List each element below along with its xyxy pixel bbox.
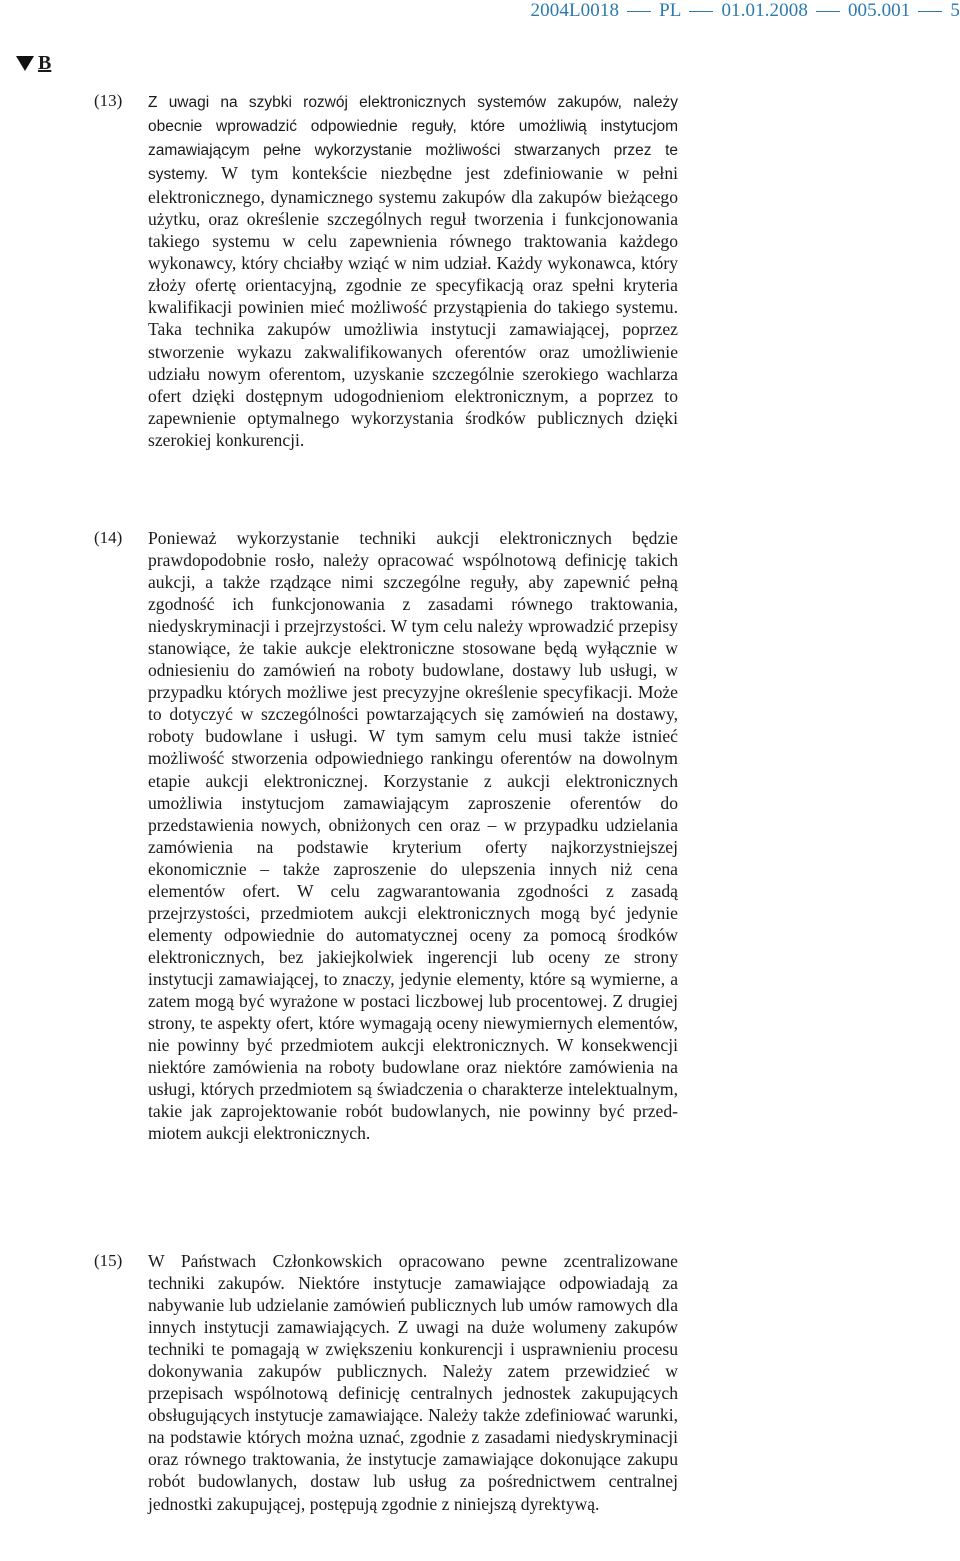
recital-number: (14): [94, 528, 123, 547]
recital-text: [148, 90, 678, 451]
header-separator: [918, 11, 942, 12]
header-separator: [816, 11, 840, 12]
page-number: 5: [950, 0, 960, 21]
recital-number: (15): [94, 1251, 123, 1270]
page-header: [531, 0, 960, 22]
marker-label: B: [38, 52, 52, 74]
doc-date: 01.01.2008: [721, 0, 808, 21]
recital-text-part: Z uwagi na szybki rozwój elektronicznych systemów zakupów, należy obecnie wprowadzić odpowiednie reguły, które umożliwią instytucjom zamawiającym pełne wykorzystanie możliwości stwarzanych przez te systemy.: [148, 94, 678, 184]
header-separator: [627, 11, 651, 12]
header-separator: [689, 11, 713, 12]
amendment-marker: [16, 52, 51, 74]
recital-text-part: W tym kontekście niezbędne jest zdefiniowanie w pełni elektronicznego, dynamicznego systemu zakupów dla zakupów bieżącego użytku, oraz określenie szczególnych reguł tworzenia i funkcjonowania takiego systemu w celu zapewnienia równego traktowania każdego wykonawcy, który chciałby wziąć w nim udział. Każdy wykonawca, który złoży ofertę orientacyjną, zgodnie ze specyfikacją oraz spełni kryteria kwalifikacji powinien mieć możliwość przystąpienia do takiego systemu. Taka technika zakupów umożliwia instytucji zamawiającej, poprzez stworzenie wykazu zakwalifikowanych oferentów oraz umożliwienie udziału nowym oferentom, uzyskanie szczególnie szerokiego wachlarza ofert dzięki dostępnym udogodnieniom elektronicznym, a poprzez to zapewnienie optymalnego wykorzystania środków publicznych dzięki szerokiej konkurencji.: [148, 163, 678, 450]
doc-id: 2004L0018: [530, 0, 620, 21]
recital-text: Ponieważ wykorzystanie techniki aukcji elektronicznych będzie prawdopodobnie rosło, należy opracować wspólnotową definicję takich aukcji, a także rządzące nimi szczególne reguły, aby zapewnić pełną zgodność ich funkcjonowania z zasadami równego traktowania, niedyskryminacji i przejrzystości. W tym celu należy wprowadzić przepisy stanowiące, że takie aukcje elektroniczne stosowane będą wyłącznie w odniesieniu do zamówień na roboty budowlane, dostawy lub usługi, w przypadku których możliwe jest precyzyjne określenie specyfikacji. Może to dotyczyć w szczególności powtarzających się zamówień na dostawy, roboty budowlane i usługi. W tym samym celu musi także istnieć możliwość stworzenia odpowiedniego rankingu oferentów na dowolnym etapie aukcji elektronicznej. Korzystanie z aukcji elektronicznych umożliwia instytucjom zamawiającym zaproszenie oferentów do przedstawienia nowych, obniżonych cen oraz – w przypadku udzielania zamówienia na podstawie kryterium oferty najkorzystniejszej ekonomicznie – także zaproszenie do ulepszenia innych niż cena elementów ofert. W celu zagwarantowania zgodności z zasadą przejrzystości, przedmiotem aukcji elektronicznych mogą być jedynie elementy odpowiednie do automatycznej oceny za pomocą środków elektronicznych, bez jakiejkolwiek ingerencji lub oceny ze strony instytucji zamawiającej, to znaczy, jedynie elementy, które są wymierne, a zatem mogą być wyrażone w postaci liczbowej lub procentowej. Z drugiej strony, te aspekty ofert, które wymagają oceny niewymiernych elementów, nie powinny być przedmiotem aukcji elektronicznych. W konsekwencji niektóre zamówienia na roboty budowlane oraz niektóre zamówienia na usługi, których przedmiotem są świadczenia o charakterze intelektualnym, takie jak zaprojektowanie robót budowlanych, nie powinny być przedmiotem aukcji elektronicznych.: [148, 528, 678, 1144]
doc-language: PL: [659, 0, 682, 21]
doc-version: 005.001: [847, 0, 911, 21]
recital-text: W Państwach Członkowskich opracowano pewne zcentralizowane techniki zakupów. Niektóre instytucje zamawiające odpowiadają za nabywanie lub udzielanie zamówień publicznych lub umów ramowych dla innych instytucji zamawiających. Z uwagi na duże wolumeny zakupów techniki te pomagają w zwiększeniu konkurencji i usprawnieniu procesu dokonywania zakupów publicznych. Należy zatem przewidzieć w przepisach wspólnotową definicję centralnych jednostek zakupujących obsługujących instytucje zamawiające. Należy także zdefiniować warunki, na podstawie których można uznać, zgodnie z zasadami niedyskryminacji oraz równego traktowania, że instytucje zamawiające dokonujące zakupu robót budowlanych, dostaw lub usług za pośrednictwem centralnej jednostki zakupującej, postępują zgodnie z niniejszą dyrektywą.: [148, 1251, 678, 1514]
triangle-down-icon: [16, 56, 34, 71]
recital-number: (13): [94, 91, 123, 110]
